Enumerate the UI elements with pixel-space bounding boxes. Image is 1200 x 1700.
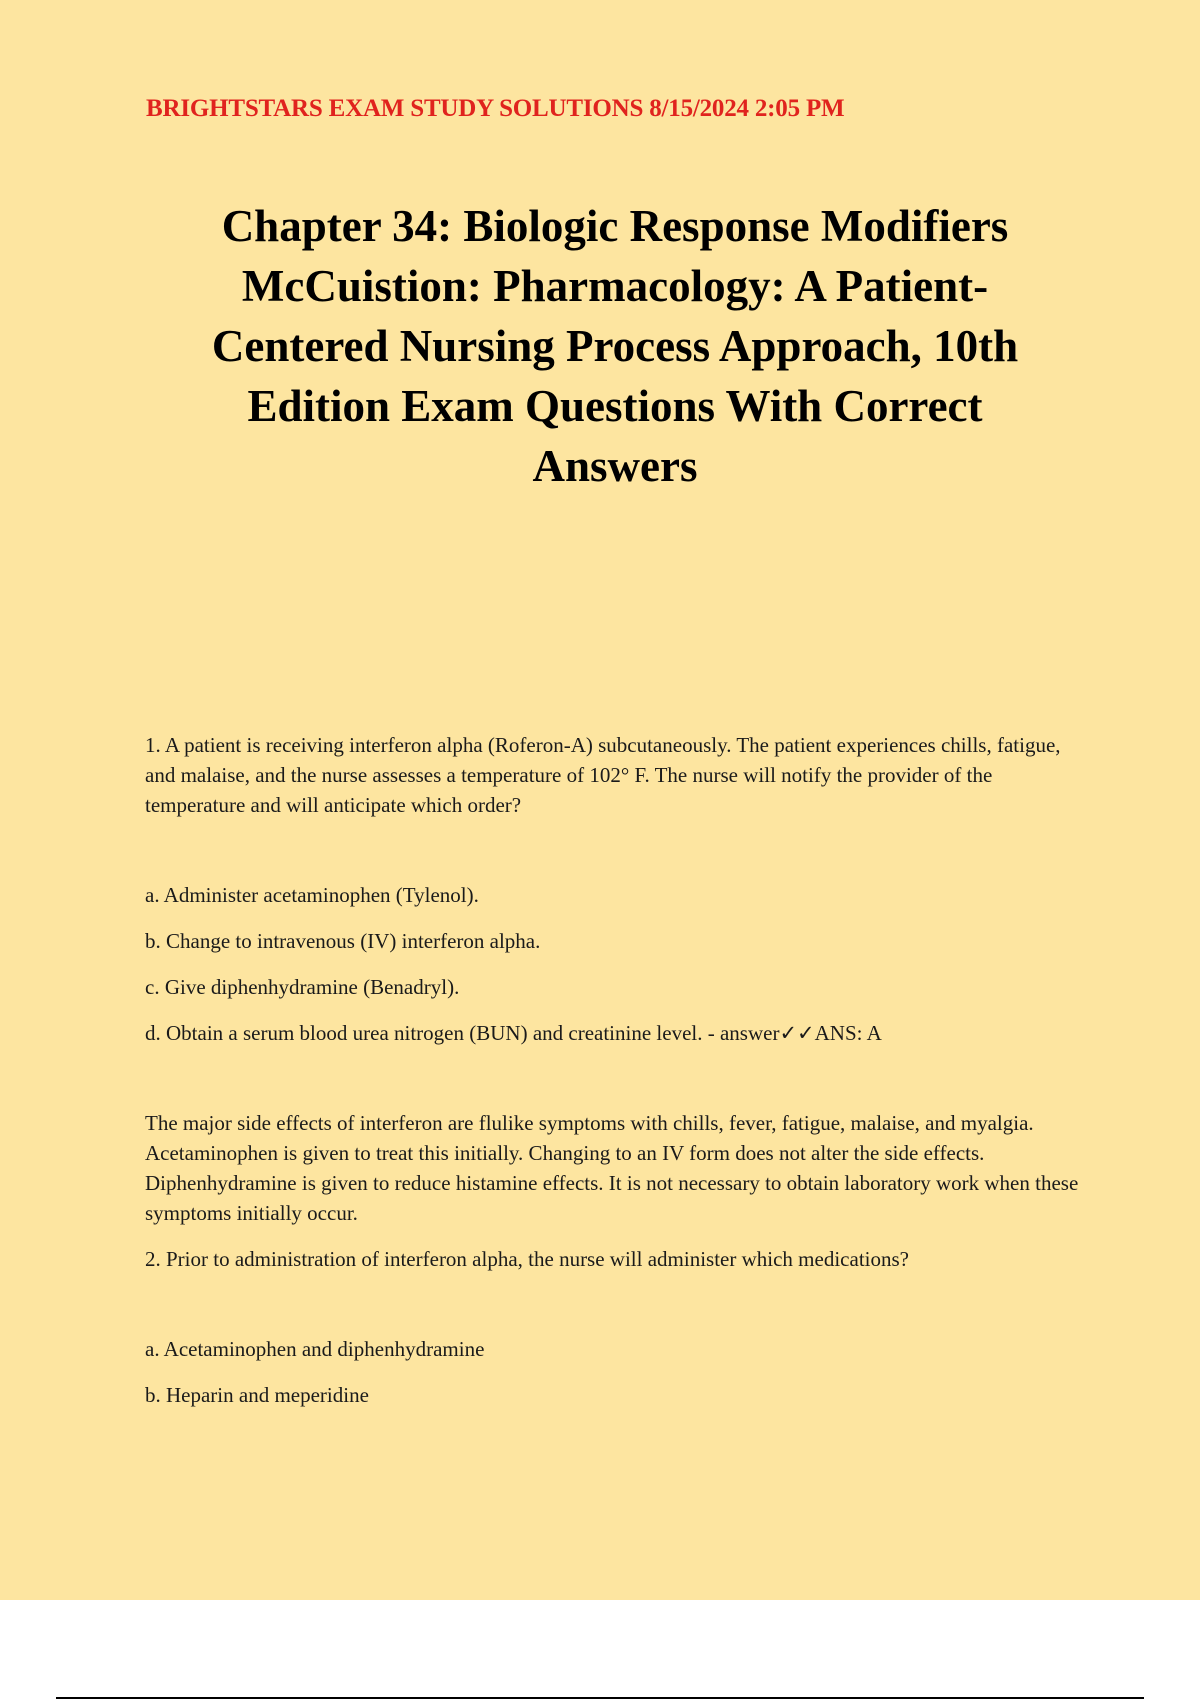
question-1-option-a: a. Administer acetaminophen (Tylenol).	[145, 883, 479, 907]
question-2-option-b: b. Heparin and meperidine	[145, 1383, 369, 1407]
title-line: Centered Nursing Process Approach, 10th	[211, 321, 1019, 371]
title-line: Answers	[532, 441, 698, 491]
question-1-rationale: The major side effects of interferon are flulike symptoms with chills, fever, fatigue, malaise, and myalgia. Acetaminophen is given to treat this initially. Changing to an IV form does not alter the side effects. Diphenhydramine is given to reduce histamine effects. It is not necessary to obtain laboratory work when these symptoms initially occur.	[145, 1111, 1079, 1225]
question-1-option-c: c. Give diphenhydramine (Benadryl).	[145, 975, 460, 999]
question-2-stem: 2. Prior to administration of interferon alpha, the nurse will administer which medications?	[145, 1247, 909, 1271]
document-header: BRIGHTSTARS EXAM STUDY SOLUTIONS 8/15/2024 2:05 PM	[146, 95, 845, 122]
title-line: McCuistion: Pharmacology: A Patient-	[241, 261, 989, 311]
question-1-option-b: b. Change to intravenous (IV) interferon alpha.	[145, 929, 541, 953]
question-1-stem: 1. A patient is receiving interferon alpha (Roferon-A) subcutaneously. The patient experiences chills, fatigue, and malaise, and the nurse assesses a temperature of 102° F. The nurse will notify the provider of the temperature and will anticipate which order?	[145, 733, 1061, 817]
question-2-option-a: a. Acetaminophen and diphenhydramine	[145, 1337, 485, 1361]
question-1-option-d: d. Obtain a serum blood urea nitrogen (BUN) and creatinine level. - answer✓✓ANS: A	[145, 1021, 882, 1045]
title-line: Chapter 34: Biologic Response Modifiers	[221, 201, 1009, 251]
question-content	[145, 730, 1095, 1426]
document-title	[120, 196, 1110, 496]
page-divider	[56, 1697, 1144, 1699]
title-line: Edition Exam Questions With Correct	[247, 381, 983, 431]
